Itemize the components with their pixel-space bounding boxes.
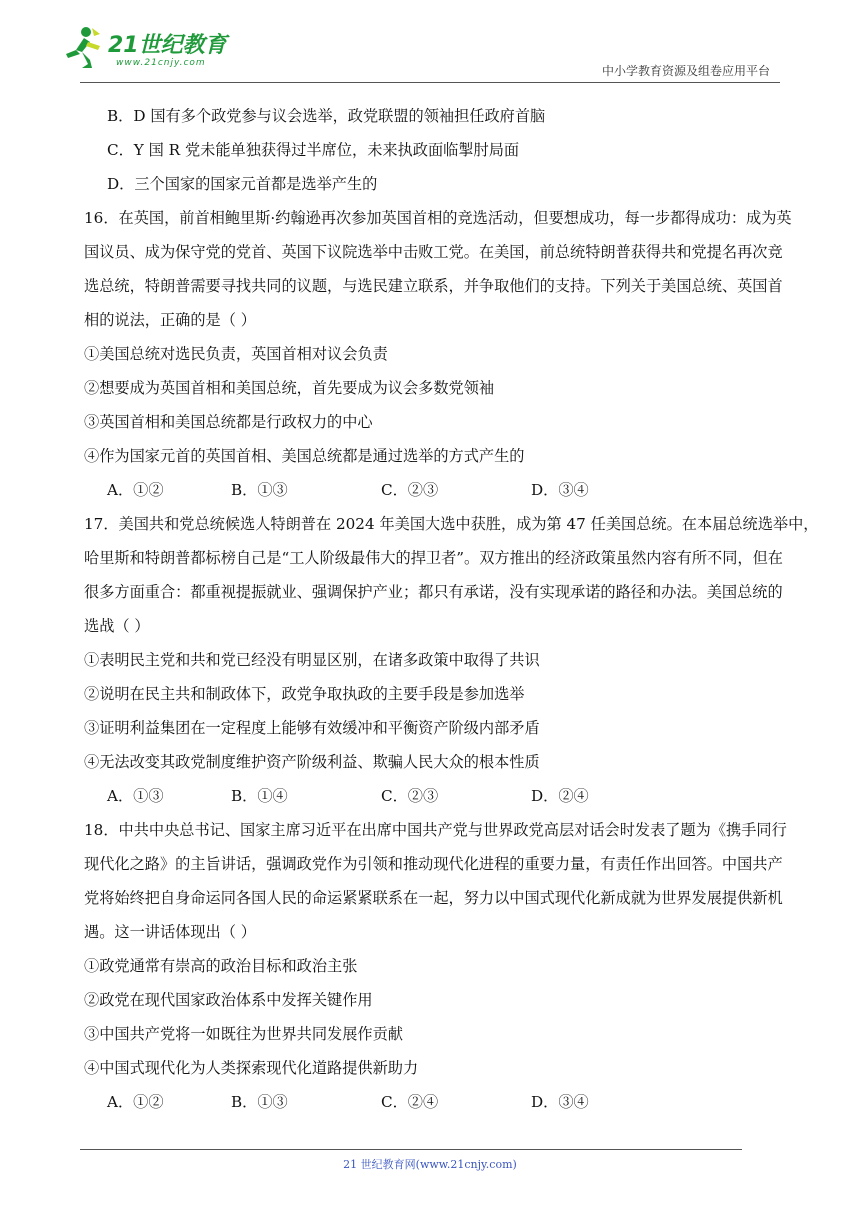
q18-statement: ①政党通常有崇高的政治目标和政治主张	[84, 957, 358, 975]
q16-stem-line: 国议员、成为保守党的党首、英国下议院选举中击败工党。在美国，前总统特朗普获得共和党提名再次竞	[84, 243, 783, 261]
platform-tagline: 中小学教育资源及组卷应用平台	[601, 64, 770, 78]
q17-option-b: B．①④	[231, 787, 288, 805]
q16-options	[107, 480, 707, 502]
q18-stem-line: 遇。这一讲话体现出（ ）	[84, 923, 256, 941]
q18-stem-line: 现代化之路》的主旨讲话，强调政党作为引领和推动现代化进程的重要力量，有责任作出回答。中国共产	[84, 855, 783, 873]
q16-option-a: A．①②	[107, 481, 164, 499]
page-header	[0, 0, 860, 90]
site-logo	[62, 24, 232, 76]
q17-option-d: D．②④	[531, 787, 589, 805]
q17-statement: ①表明民主党和共和党已经没有明显区别，在诸多政策中取得了共识	[84, 651, 540, 669]
q16-option-c: C．②③	[381, 481, 439, 499]
q15-option-b: B．D 国有多个政党参与议会选举，政党联盟的领袖担任政府首脑	[107, 107, 546, 125]
q16-option-d: D．③④	[531, 481, 589, 499]
q17-stem-line: 选战（ ）	[84, 617, 150, 635]
q17-statement: ③证明利益集团在一定程度上能够有效缓冲和平衡资产阶级内部矛盾	[84, 719, 540, 737]
q18-options	[107, 1092, 707, 1114]
q15-option-d: D．三个国家的国家元首都是选举产生的	[107, 175, 378, 193]
q18-option-c: C．②④	[381, 1093, 439, 1111]
q18-statement: ③中国共产党将一如既往为世界共同发展作贡献	[84, 1025, 403, 1043]
q16-option-b: B．①③	[231, 481, 288, 499]
q18-option-b: B．①③	[231, 1093, 288, 1111]
q17-options	[107, 786, 707, 808]
q18-statement: ④中国式现代化为人类探索现代化道路提供新助力	[84, 1059, 419, 1077]
q16-stem-line: 选总统，特朗普需要寻找共同的议题，与选民建立联系，并争取他们的支持。下列关于美国总统、英国首	[84, 277, 783, 295]
q16-stem-line: 相的说法，正确的是（ ）	[84, 311, 256, 329]
q17-stem-line: 哈里斯和特朗普都标榜自己是“工人阶级最伟大的捍卫者”。双方推出的经济政策虽然内容有所不同，但在	[84, 549, 783, 567]
q17-option-a: A．①③	[107, 787, 164, 805]
footer-link[interactable]: 21 世纪教育网(www.21cnjy.com)	[343, 1158, 517, 1171]
q18-stem-line: 党将始终把自身命运同各国人民的命运紧紧联系在一起，努力以中国式现代化新成就为世界发展提供新机	[84, 889, 783, 907]
q16-statement: ①美国总统对选民负责，英国首相对议会负责	[84, 345, 388, 363]
q16-statement: ③英国首相和美国总统都是行政权力的中心	[84, 413, 373, 431]
header-divider	[80, 82, 780, 83]
q16-statement: ④作为国家元首的英国首相、美国总统都是通过选举的方式产生的	[84, 447, 525, 465]
q18-statement: ②政党在现代国家政治体系中发挥关键作用	[84, 991, 373, 1009]
q18-stem-line: 18．中共中央总书记、国家主席习近平在出席中国共产党与世界政党高层对话会时发表了题为《携手同行	[84, 821, 787, 839]
q16-statement: ②想要成为英国首相和美国总统，首先要成为议会多数党领袖	[84, 379, 495, 397]
runner-logo-icon	[62, 24, 108, 72]
q17-statement: ②说明在民主共和制政体下，政党争取执政的主要手段是参加选举	[84, 685, 525, 703]
q16-stem-line: 16．在英国，前首相鲍里斯·约翰逊再次参加英国首相的竞选活动，但要想成功，每一步都得成功：成为英	[84, 209, 792, 227]
q15-option-c: C．Y 国 R 党未能单独获得过半席位，未来执政面临掣肘局面	[107, 141, 520, 159]
logo-url: www.21cnjy.com	[116, 58, 206, 68]
logo-title: 21世纪教育	[108, 33, 227, 58]
q18-option-d: D．③④	[531, 1093, 589, 1111]
footer-divider	[80, 1149, 742, 1150]
q17-option-c: C．②③	[381, 787, 439, 805]
q17-stem-line: 17．美国共和党总统候选人特朗普在 2024 年美国大选中获胜，成为第 47 任美国总统。在本届总统选举中，	[84, 515, 819, 533]
q17-statement: ④无法改变其政党制度维护资产阶级利益、欺骗人民大众的根本性质	[84, 753, 540, 771]
q18-option-a: A．①②	[107, 1093, 164, 1111]
q17-stem-line: 很多方面重合：都重视提振就业、强调保护产业；都只有承诺，没有实现承诺的路径和办法。美国总统的	[84, 583, 783, 601]
